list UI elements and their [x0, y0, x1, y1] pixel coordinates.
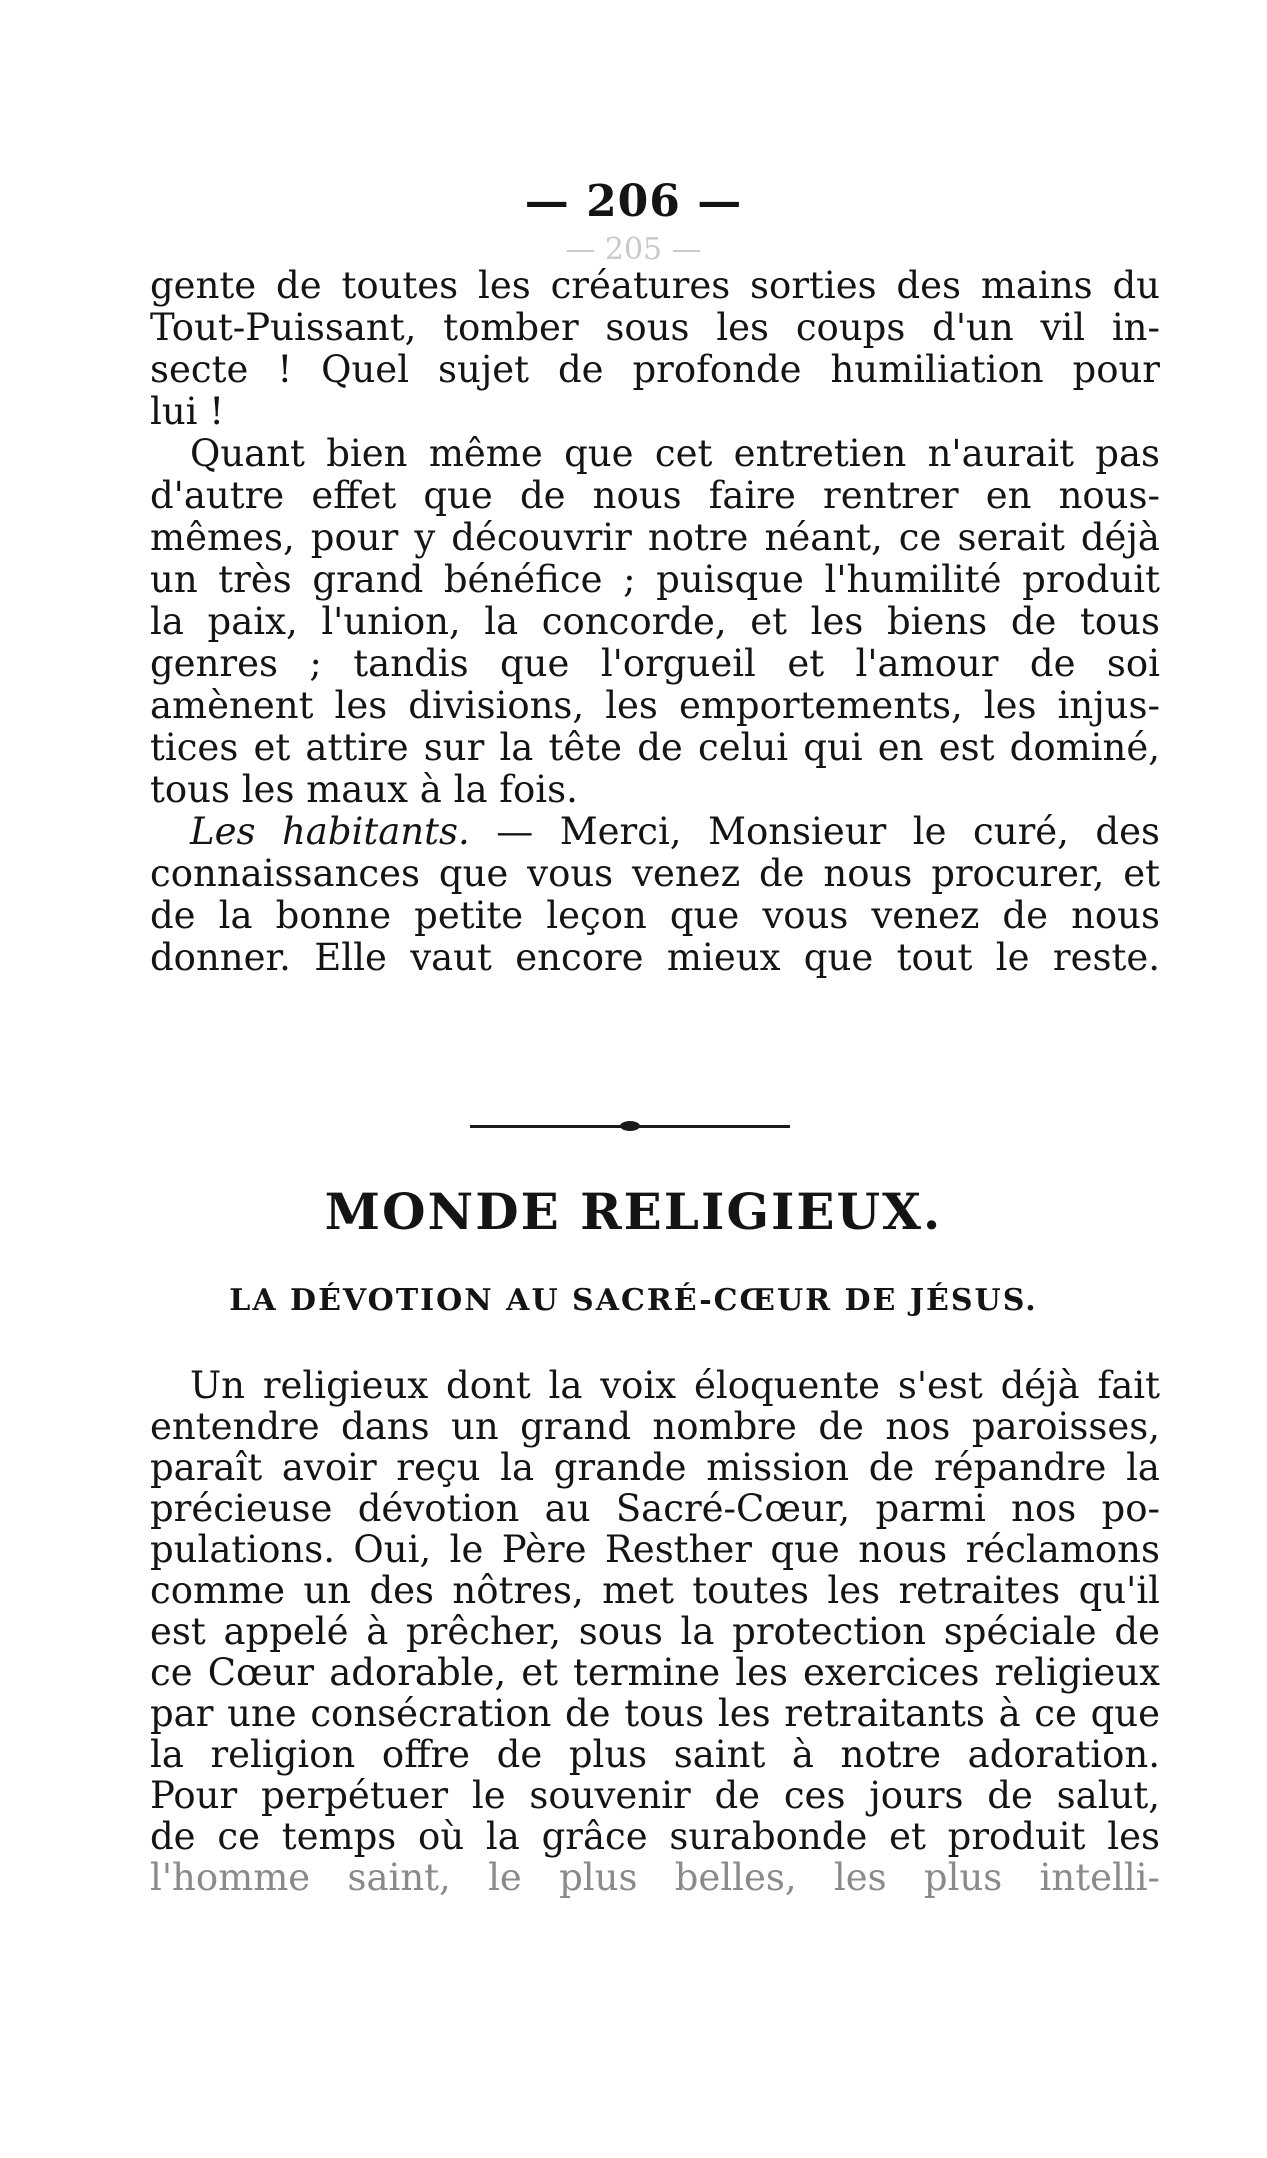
dialogue-line [150, 811, 1160, 853]
text-line: entendre dans un grand nombre de nos paroisses, [150, 1405, 1160, 1448]
page-number: — 206 — [524, 176, 743, 227]
text-line: gente de toutes les créatures sorties des mains du [150, 264, 1160, 307]
dialogue-text: — Merci, Monsieur le curé, des [496, 810, 1161, 853]
text-line: la religion offre de plus saint à notre adoration. [150, 1733, 1160, 1776]
text-line: Un religieux dont la voix éloquente s'est déjà fait [190, 1364, 1160, 1407]
top-paragraph [150, 265, 1160, 979]
text-line: connaissances que vous venez de nous procurer, et [150, 852, 1160, 895]
text-line: ce Cœur adorable, et termine les exercices religieux [150, 1651, 1160, 1694]
text-line: donner. Elle vaut encore mieux que tout le reste. [150, 936, 1160, 979]
running-head-bleed-through: — 205 — [565, 232, 702, 267]
text-line-partial: l'homme saint, le plus belles, les plus intelli- [150, 1856, 1160, 1899]
text-line: d'autre effet que de nous faire rentrer en nous- [150, 474, 1160, 517]
text-line: est appelé à prêcher, sous la protection spéciale de [150, 1610, 1160, 1653]
text-line: tices et attire sur la tête de celui qui en est dominé, [150, 726, 1160, 769]
section-divider [470, 1125, 790, 1128]
article-paragraph [150, 1365, 1160, 1898]
text-line: de ce temps où la grâce surabonde et produit les [150, 1815, 1160, 1858]
text-line: Tout-Puissant, tomber sous les coups d'un vil in- [150, 306, 1160, 349]
text-line: mêmes, pour y découvrir notre néant, ce serait déjà [150, 516, 1160, 559]
text-line: la paix, l'union, la concorde, et les biens de tous [150, 600, 1160, 643]
text-line: par une consécration de tous les retraitants à ce que [150, 1692, 1160, 1735]
text-line: un très grand bénéfice ; puisque l'humilité produit [150, 558, 1160, 601]
dialogue-speaker: Les habitants. [190, 810, 470, 853]
text-line: comme un des nôtres, met toutes les retraites qu'il [150, 1569, 1160, 1612]
text-line: pulations. Oui, le Père Resther que nous réclamons [150, 1528, 1160, 1571]
text-line: genres ; tandis que l'orgueil et l'amour de soi [150, 642, 1160, 685]
text-line: de la bonne petite leçon que vous venez de nous [150, 894, 1160, 937]
text-line: paraît avoir reçu la grande mission de répandre la [150, 1446, 1160, 1489]
text-line: secte ! Quel sujet de profonde humiliation pour [150, 348, 1160, 391]
section-title: MONDE RELIGIEUX. [324, 1182, 943, 1241]
text-line: précieuse dévotion au Sacré-Cœur, parmi nos po- [150, 1487, 1160, 1530]
text-line: Quant bien même que cet entretien n'aurait pas [190, 432, 1160, 475]
article-title: LA DÉVOTION AU SACRÉ-CŒUR DE JÉSUS. [229, 1283, 1038, 1318]
text-line: lui ! [150, 390, 225, 433]
text-line: amènent les divisions, les emportements, les injus- [150, 684, 1160, 727]
text-line: Pour perpétuer le souvenir de ces jours de salut, [150, 1774, 1160, 1817]
text-line: tous les maux à la fois. [150, 768, 578, 811]
